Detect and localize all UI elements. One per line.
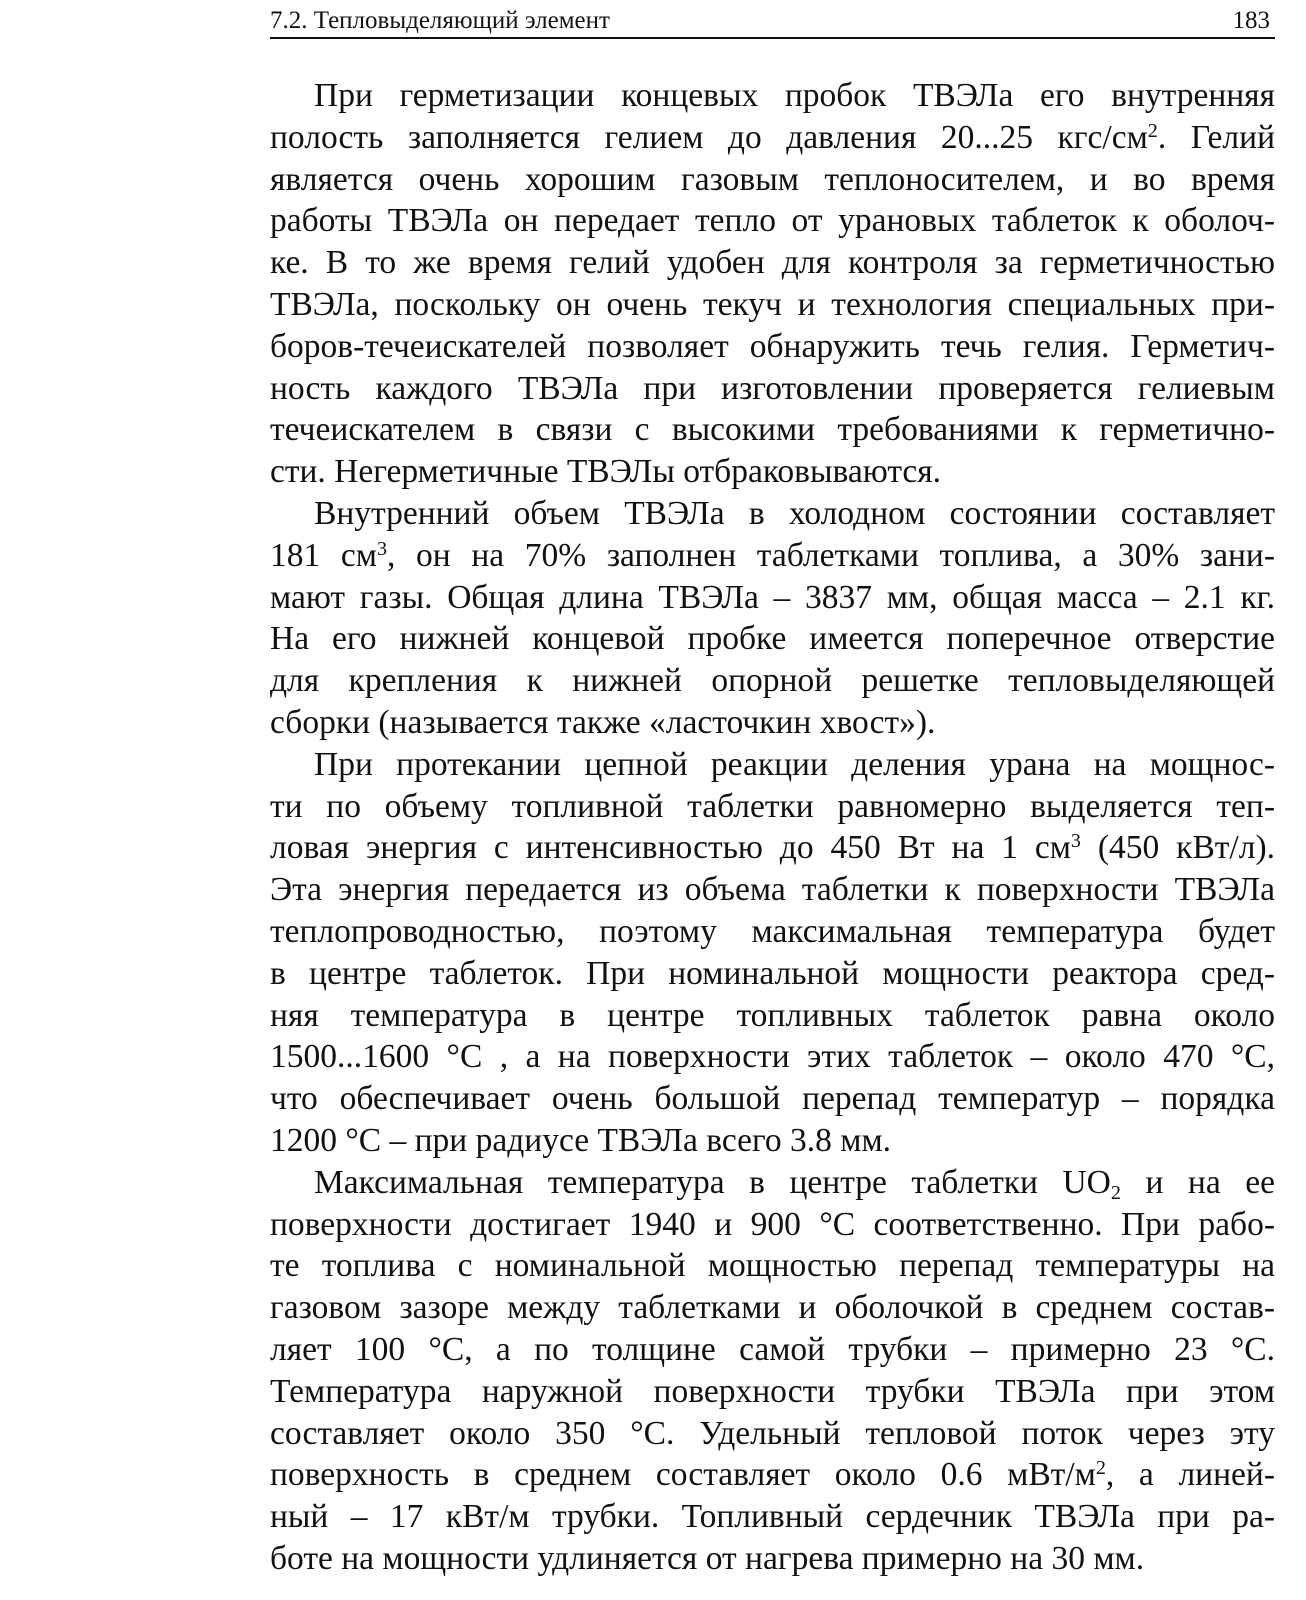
text-line: 1500...1600 °С , а на поверхности этих таблеток – около 470 °С, xyxy=(270,1038,1275,1076)
paragraph xyxy=(270,1162,1275,1580)
text-line: мают газы. Общая длина ТВЭЛа – 3837 мм, общая масса – 2.1 кг. xyxy=(270,578,1275,616)
text-line: полость заполняется гелием до давления 20...25 кгс/$см^2$. Гелий xyxy=(270,118,1275,156)
text-line: ность каждого ТВЭЛа при изготовлении проверяется гелиевым xyxy=(270,369,1275,407)
text-line: Эта энергия передается из объема таблетки к поверхности ТВЭЛа xyxy=(270,871,1275,909)
text-line: 1200 °С – при радиусе ТВЭЛа всего 3.8 мм. xyxy=(270,1121,892,1159)
text-line: сти. Негерметичные ТВЭЛы отбраковываются. xyxy=(270,453,942,491)
text-line: для крепления к нижней опорной решетке тепловыделяющей xyxy=(270,662,1275,700)
page-number: 183 xyxy=(1232,7,1270,34)
text-line: При герметизации концевых пробок ТВЭЛа его внутренняя xyxy=(314,77,1275,114)
subscript: 2 xyxy=(1110,1181,1121,1204)
text-line: ловая энергия с интенсивностью до 450 Вт на 1 $см^3$ (450 кВт/л). xyxy=(270,829,1275,867)
paragraph xyxy=(270,75,1275,493)
superscript: 2 xyxy=(1147,119,1158,142)
text-line: сборки (называется также «ласточкин хвост»). xyxy=(270,703,936,741)
paragraph xyxy=(270,744,1275,1162)
text-line: газовом зазоре между таблетками и оболочкой в среднем состав- xyxy=(270,1289,1275,1327)
text-line: течеискателем в связи с высокими требованиями к герметично- xyxy=(270,411,1275,449)
book-page xyxy=(270,0,1280,1600)
text-line: При протекании цепной реакции деления урана на мощнос- xyxy=(314,745,1275,783)
text-line: поверхности достигает 1940 и 900 °С соответственно. При рабо- xyxy=(270,1205,1275,1243)
running-head-section-title: 7.2. Тепловыделяющий элемент xyxy=(270,7,610,34)
superscript: 2 xyxy=(1095,1457,1106,1480)
text-line: няя температура в центре топливных таблеток равна около xyxy=(270,996,1275,1034)
superscript: 3 xyxy=(376,537,388,560)
text-line: ляет 100 °С, а по толщине самой трубки – примерно 23 °С. xyxy=(270,1330,1275,1368)
text-line: является очень хорошим газовым теплоносителем, и во время xyxy=(270,160,1275,198)
text-line: составляет около 350 °С. Удельный тепловой поток через эту xyxy=(270,1414,1275,1452)
text-line: ке. В то же время гелий удобен для контроля за герметичностью xyxy=(270,244,1275,282)
text-line: Внутренний объем ТВЭЛа в холодном состоянии составляет xyxy=(314,494,1275,532)
header-rule xyxy=(270,37,1275,39)
text-line: боте на мощности удлиняется от нагрева примерно на 30 мм. xyxy=(270,1539,1145,1577)
text-line: поверхность в среднем составляет около 0.6 мВт/$м^2$, а линей- xyxy=(270,1456,1275,1494)
text-line: ти по объему топливной таблетки равномерно выделяется теп- xyxy=(270,787,1275,825)
text-line: ный – 17 кВт/м трубки. Топливный сердечник ТВЭЛа при ра- xyxy=(270,1498,1275,1536)
text-line: в центре таблеток. При номинальной мощности реактора сред- xyxy=(270,954,1275,992)
superscript: 3 xyxy=(1070,830,1081,853)
text-line: что обеспечивает очень большой перепад температур – порядка xyxy=(270,1080,1275,1118)
text-line: те топлива с номинальной мощностью перепад температуры на xyxy=(270,1247,1275,1285)
text-line: боров-течеискателей позволяет обнаружить течь гелия. Герметич- xyxy=(270,327,1275,365)
text-line: ТВЭЛа, поскольку он очень текуч и технология специальных при- xyxy=(270,285,1275,323)
text-line: Температура наружной поверхности трубки ТВЭЛа при этом xyxy=(270,1372,1275,1410)
text-line: теплопроводностью, поэтому максимальная температура будет xyxy=(270,912,1275,950)
text-line: работы ТВЭЛа он передает тепло от урановых таблеток к оболоч- xyxy=(270,202,1275,240)
running-head xyxy=(270,6,1280,36)
text-line: 181 $см^3$, он на 70% заполнен таблетками топлива, а 30% зани- xyxy=(270,536,1275,574)
body-text xyxy=(270,75,1275,1580)
paragraph xyxy=(270,493,1275,744)
text-line: Максимальная температура в центре таблетки $UO_2$ и на ее xyxy=(314,1163,1275,1204)
text-line: На его нижней концевой пробке имеется поперечное отверстие xyxy=(270,620,1275,658)
